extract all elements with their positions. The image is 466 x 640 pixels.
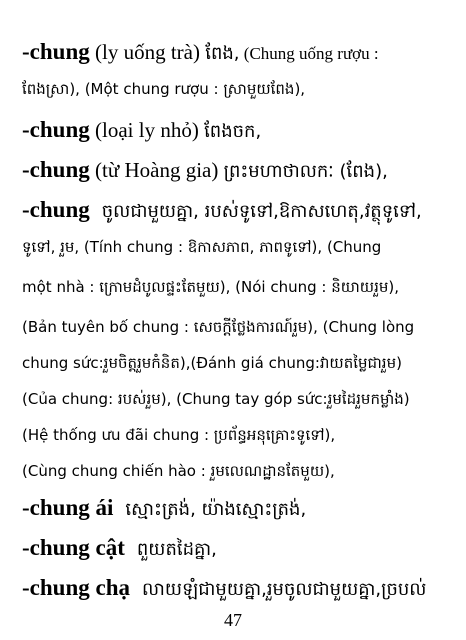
headword: -chung [22, 197, 90, 222]
continuation-line: (Cùng chung chiến hào : រួមលេណដ្ឋានតែមួយ), [22, 462, 335, 480]
headword: -chung [22, 117, 90, 142]
entry-chung-ai [22, 496, 448, 519]
entry-chung-small-cup [22, 118, 448, 141]
khmer-translation: លាយឡំជាមួយគ្នា,រួមចូលជាមួយគ្នា,ច្របល់ [142, 579, 427, 600]
continuation-line: (Hệ thống ưu đãi chung : ប្រព័ន្ធអនុគ្រោះទូទៅ), [22, 426, 336, 444]
continuation-line: một nhà : ក្រោមដំបូលផ្ទះតែមួយ), (Nói chung : និយាយរួម), [22, 278, 399, 296]
khmer-translation: ពួយតដៃគ្នា, [136, 539, 217, 560]
khmer-translation: ពែង, [205, 43, 240, 64]
entry-chung-cat [22, 536, 448, 559]
continuation-line: (Của chung: របស់រួម), (Chung tay góp sức:រួមដៃរួមកម្លាំង) [22, 390, 410, 408]
continuation-line: (Bản tuyên bố chung : សេចក្តីថ្លែងការណ៍រួម), (Chung lòng [22, 318, 415, 336]
entry-chung-royal [22, 158, 448, 181]
continuation-line: ទូទៅ, រួម, (Tính chung : ឱកាសភាព, ភាពទូទៅ), (Chung [22, 238, 382, 256]
headword: -chung [22, 157, 90, 182]
headword: -chung [22, 39, 90, 64]
headword: -chung ái [22, 495, 114, 520]
headword: -chung cật [22, 535, 125, 560]
page-number: 47 [224, 610, 242, 630]
entry-chung-cha [22, 576, 448, 599]
example-text: (Chung uống rượu : [239, 44, 379, 63]
continuation-line: ពែងស្រា), (Một chung rượu : ស្រាមួយពែង), [22, 80, 306, 98]
gloss: (loại ly nhỏ) [89, 118, 205, 142]
khmer-translation: ស្មោះត្រង់, យ៉ាងស្មោះត្រង់, [125, 499, 307, 520]
entry-chung-cup [22, 40, 448, 63]
gloss: (từ Hoàng gia) [89, 158, 224, 182]
entry-chung-common [22, 198, 448, 221]
continuation-line: chung sức:រួមចិត្តរួមកំនិត),(Đánh giá chung:វាយតម្លៃជារួម) [22, 354, 402, 372]
khmer-translation: ព្រះមហាថាលកៈ (ពែង), [223, 161, 388, 182]
khmer-translation: ចូលជាមួយគ្នា, របស់ទូទៅ,ឱកាសហេតុ,វត្ថុទូទៅ, [101, 201, 422, 222]
gloss: (ly uống trà) [89, 40, 206, 64]
khmer-translation: ពែងចក, [204, 121, 262, 142]
headword: -chung chạ [22, 575, 130, 600]
